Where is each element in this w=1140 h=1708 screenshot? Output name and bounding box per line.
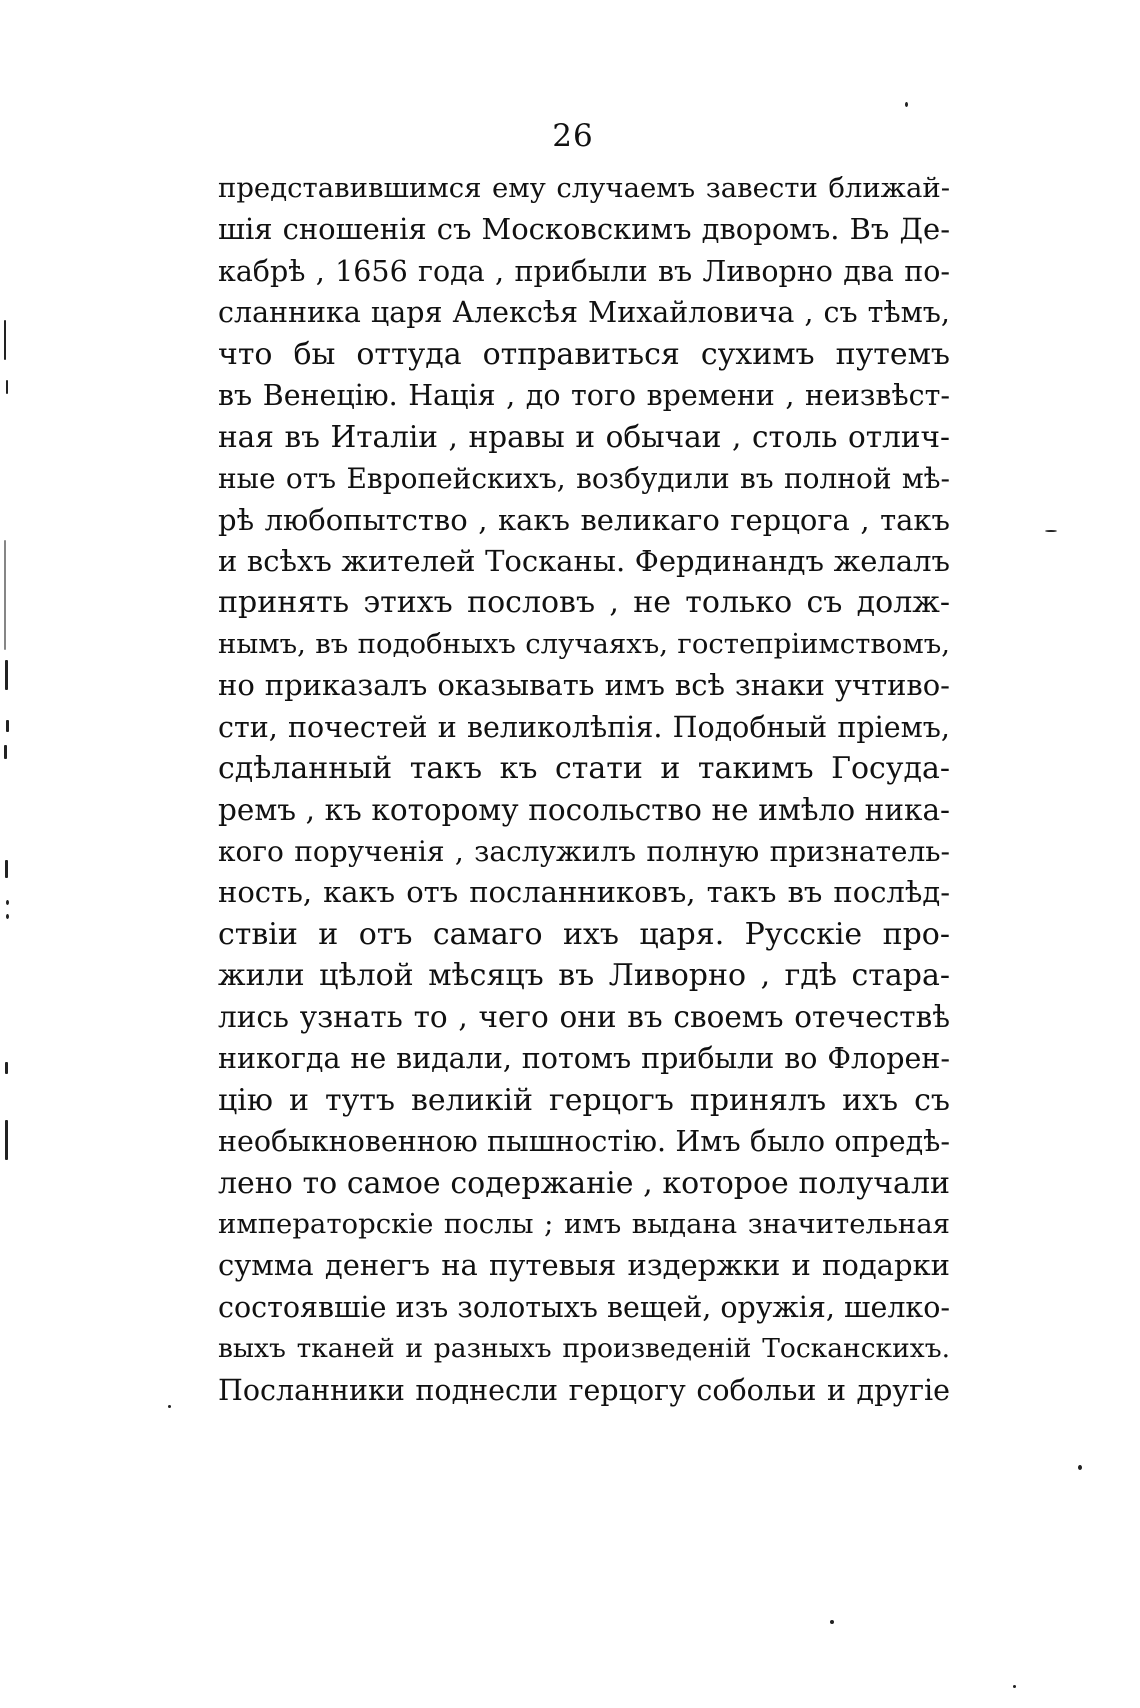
scan-speck	[6, 720, 9, 732]
text-line: ремъ , къ которому посольство не имѣло ника-	[218, 792, 950, 827]
scan-speck	[1078, 1465, 1082, 1470]
text-line: кабрѣ , 1656 года , прибыли въ Ливорно два по-	[218, 254, 950, 288]
page-number: 26	[552, 118, 594, 154]
scan-speck	[168, 1405, 171, 1408]
text-line: ные отъ Европейскихъ, возбудили въ полной мѣ-	[218, 462, 950, 496]
scan-speck	[5, 1120, 8, 1160]
body-text	[218, 168, 950, 1411]
scan-speck	[6, 914, 9, 919]
text-line: ная въ Италіи , нравы и обычаи , столь отлич-	[218, 419, 950, 454]
text-line: сти, почестей и великолѣпія. Подобный пріемъ,	[218, 710, 950, 744]
scan-speck	[6, 380, 8, 394]
text-line: въ Венецію. Нація , до того времени , неизвѣст-	[218, 379, 950, 413]
text-line: жили цѣлой мѣсяцъ въ Ливорно , гдѣ стара-	[218, 958, 950, 994]
text-line: рѣ любопытство , какъ великаго герцога , такъ	[218, 502, 950, 537]
text-line: лено то самое содержаніе , которое получали	[218, 1165, 950, 1201]
text-line: нымъ, въ подобныхъ случаяхъ, гостепріимствомъ,	[218, 627, 950, 660]
text-line: никогда не видали, потомъ прибыли во Флорен-	[218, 1042, 950, 1076]
text-line: состоявшіе изъ золотыхъ вещей, оружія, шелко-	[218, 1290, 951, 1324]
text-line: выхъ тканей и разныхъ произведеній Тосканскихъ.	[218, 1333, 950, 1365]
scan-speck	[1013, 1685, 1016, 1688]
text-line: представившимся ему случаемъ завести ближай-	[218, 172, 950, 204]
text-line: сланника царя Алексѣя Михайловича , съ тѣмъ,	[218, 296, 950, 330]
text-line: принять этихъ пословъ , не только съ долж-	[218, 585, 950, 621]
scan-speck	[5, 860, 8, 878]
text-line: но приказалъ оказывать имъ всѣ знаки учтиво-	[218, 668, 950, 703]
scan-speck	[830, 1620, 834, 1624]
scan-speck	[4, 745, 7, 759]
text-line: ность, какъ отъ посланниковъ, такъ въ послѣд-	[218, 875, 950, 910]
text-line: шія сношенія съ Московскимъ дворомъ. Въ Де-	[218, 212, 950, 247]
text-line: сумма денегъ на путевыя издержки и подарки	[218, 1248, 950, 1283]
scan-speck	[5, 1062, 8, 1074]
text-line: Посланники поднесли герцогу собольи и другіе	[218, 1373, 950, 1407]
scan-speck	[4, 540, 6, 650]
text-line: императорскіе послы ; имъ выдана значительная	[218, 1207, 950, 1240]
text-line: что бы оттуда отправиться сухимъ путемъ	[218, 336, 950, 372]
scan-speck	[1045, 530, 1057, 532]
text-line: ствіи и отъ самаго ихъ царя. Русскіе про-	[218, 916, 950, 952]
text-line: лись узнать то , чего они въ своемъ отечествѣ	[218, 999, 950, 1034]
scan-speck	[6, 900, 9, 905]
text-line: необыкновенною пышностію. Имъ было опредѣ-	[218, 1125, 950, 1159]
binding-edge-marks	[0, 0, 40, 1708]
text-line: и всѣхъ жителей Тосканы. Фердинандъ желалъ	[218, 543, 950, 578]
text-line: кого порученія , заслужилъ полную признатель-	[218, 835, 950, 868]
scan-speck	[4, 320, 6, 360]
scan-speck	[905, 102, 908, 107]
text-line: сдѣланный такъ къ стати и такимъ Госуда-	[218, 751, 950, 787]
scan-speck	[5, 660, 8, 690]
text-line: цію и тутъ великій герцогъ принялъ ихъ съ	[218, 1082, 950, 1118]
